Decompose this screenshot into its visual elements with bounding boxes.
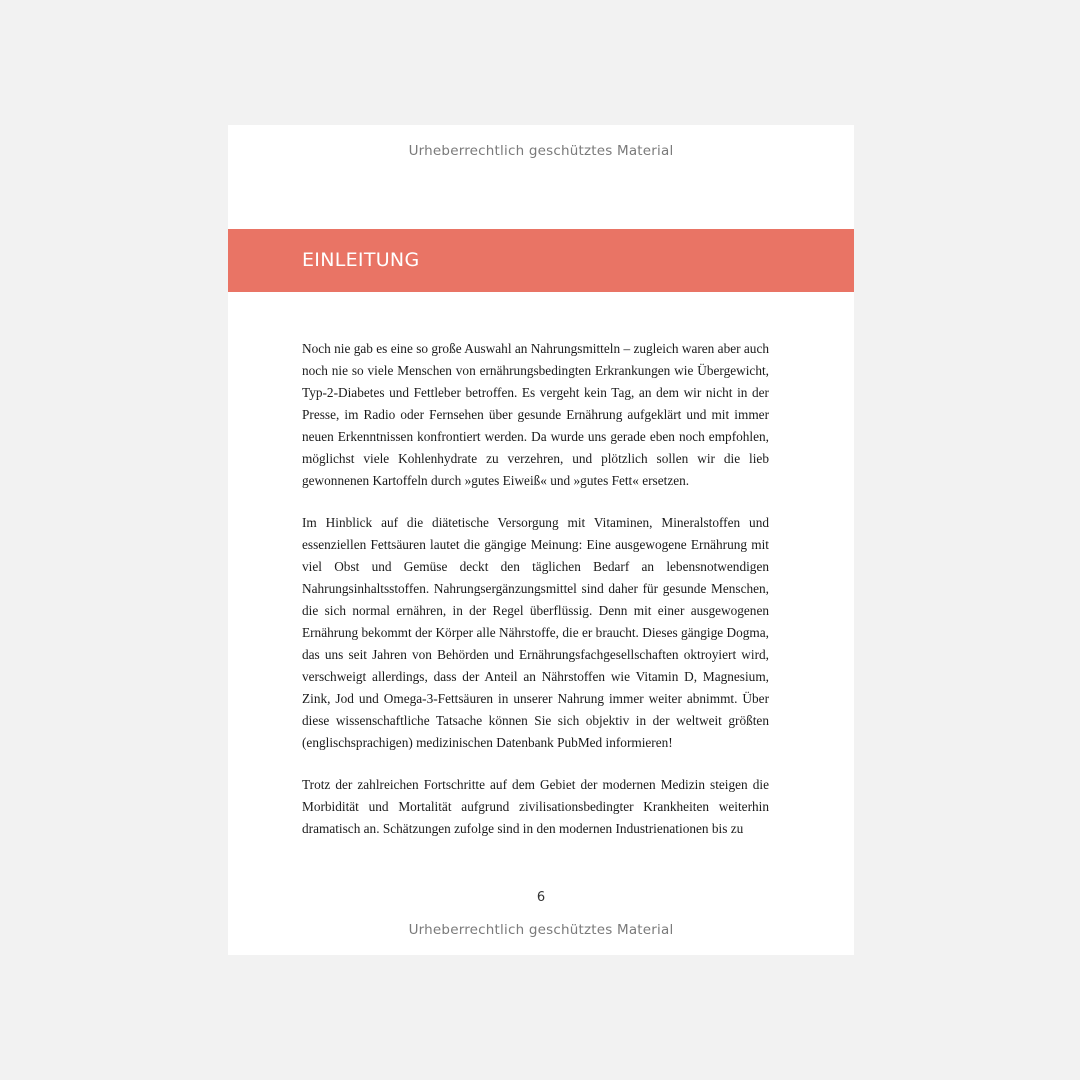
book-page: [228, 125, 854, 955]
header-watermark: Urheberrechtlich geschütztes Material: [408, 143, 674, 159]
paragraph-1: Noch nie gab es eine so große Auswahl an Nahrungsmitteln – zugleich waren aber auch noch nie so viele Menschen von ernährungsbedingten Erkrankungen wie Übergewicht, Typ-2-Diabetes und Fettleber betroffen. Es vergeht kein Tag, an dem wir nicht in der Presse, im Radio oder Fernsehen über gesunde Ernährung aufgeklärt und mit immer neuen Erkenntnissen konfrontiert werden. Da wurde uns gerade eben noch empfohlen, möglichst viele Kohlenhydrate zu verzehren, und plötzlich sollen wir die lieb gewonnenen Kartoffeln durch »gutes Eiweiß« und »gutes Fett« ersetzen.: [302, 341, 769, 488]
footer-watermark: Urheberrechtlich geschütztes Material: [408, 922, 674, 938]
body-text: [302, 338, 769, 860]
paragraph-3: Trotz der zahlreichen Fortschritte auf dem Gebiet der modernen Medizin steigen die Morbidität und Mortalität aufgrund zivilisationsbedingter Krankheiten weiterhin dramatisch an. Schätzungen zufolge sind in den modernen Industrienationen bis zu: [302, 777, 769, 836]
chapter-heading-band: [228, 229, 854, 292]
page-number: 6: [536, 890, 546, 905]
chapter-title: EINLEITUNG: [302, 249, 420, 271]
paragraph-2: Im Hinblick auf die diätetische Versorgung mit Vitaminen, Mineralstoffen und essenziellen Fettsäuren lautet die gängige Meinung: Eine ausgewogene Ernährung mit viel Obst und Gemüse deckt den täglichen Bedarf an lebensnotwendigen Nahrungsinhaltsstoffen. Nahrungsergänzungsmittel sind daher für gesunde Menschen, die sich normal ernähren, in der Regel überflüssig. Denn mit einer ausgewogenen Ernährung bekommt der Körper alle Nährstoffe, die er braucht. Dieses gängige Dogma, das uns seit Jahren von Behörden und Ernährungsfachgesellschaften oktroyiert wird, verschweigt allerdings, dass der Anteil an Nährstoffen wie Vitamin D, Magnesium, Zink, Jod und Omega-3-Fettsäuren in unserer Nahrung immer weiter abnimmt. Über diese wissenschaftliche Tatsache können Sie sich objektiv in der weltweit größten (englischsprachigen) medizinischen Datenbank PubMed informieren!: [302, 515, 769, 750]
